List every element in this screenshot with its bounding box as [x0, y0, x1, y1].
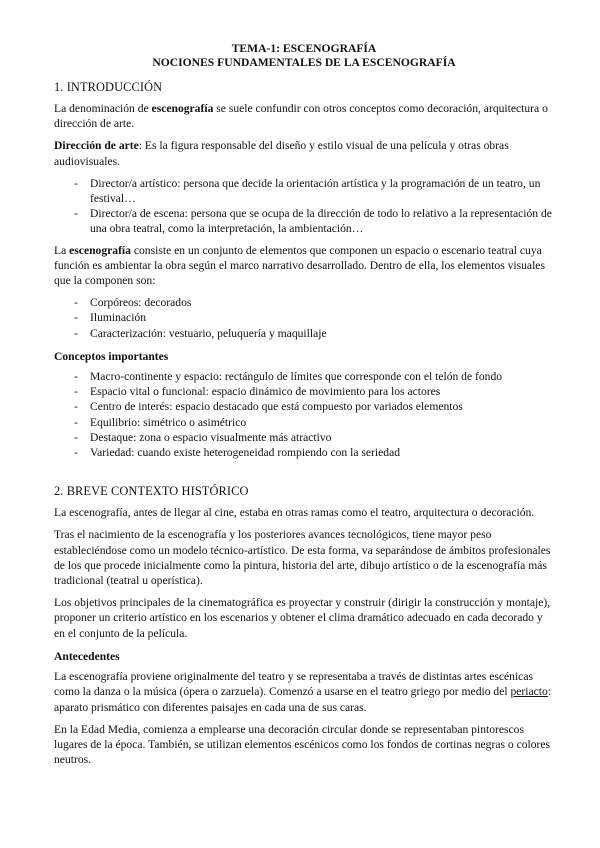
antecedentes-paragraph-2: En la Edad Media, comienza a emplearse una decoración circular donde se representaban pintorescos lugares de la época. También, se utilizan elementos escénicos como los fondos de cortinas negras o colores neutros.: [54, 722, 551, 767]
periacto-term: periacto: [510, 685, 548, 699]
escenografia-paragraph: [54, 243, 554, 289]
intro-term-escenografia: escenografía: [151, 102, 214, 115]
intro-text-post: se suele confundir con otros conceptos como decoración, arquitectura o dirección de arte.: [54, 102, 548, 131]
historia-paragraph-2: Tras el nacimiento de la escenografía y los posteriores avances tecnológicos, tiene mayor peso estableciéndose como un modelo técnico-artístico. De esta forma, va separándose de ámbitos profesionales de los que procede inicialmente como la pintura, historia del arte, dibujo artístico o de la escenografía más tradicional (teatral u operística).: [54, 528, 551, 588]
list-item-concepto: - Macro-continente y espacio: rectángulo de límites que corresponde con el telón de fondo: [54, 369, 554, 384]
direccion-arte-term: Dirección de arte: [54, 139, 139, 153]
list-item-role: - Director/a artístico: persona que decide la orientación artística y la programación de un teatro, un festival…: [54, 176, 554, 206]
list-item-concepto: - Destaque: zona o espacio visualmente más atractivo: [54, 430, 554, 445]
roles-list: [54, 176, 554, 237]
intro-text-pre: La denominación de: [54, 102, 152, 115]
list-item-elemento: - Iluminación: [54, 310, 554, 325]
list-item-concepto: - Variedad: cuando existe heterogeneidad rompiendo con la seriedad: [54, 445, 554, 460]
list-item-concepto: - Centro de interés: espacio destacado que está compuesto por variados elementos: [54, 399, 554, 414]
escenografia-text-post: consiste en un conjunto de elementos que componen un espacio o escenario teatral cuya función es ambientar la obra según el marco narrativo desarrollado. Dentro de ella, los elementos visuales que la componen son:: [54, 243, 545, 288]
section-1-heading: 1. INTRODUCCIÓN: [54, 80, 163, 94]
section-2-heading: 2. BREVE CONTEXTO HISTÓRICO: [54, 484, 249, 499]
intro-paragraph: [54, 101, 554, 131]
document-title: [54, 42, 554, 70]
conceptos-heading: Conceptos importantes: [54, 349, 169, 363]
list-item-role: - Director/a de escena: persona que se ocupa de la dirección de todo lo relativo a la representación de una obra teatral, como la interpretación, la ambientación…: [54, 206, 554, 236]
elementos-list: [54, 295, 554, 341]
title-line-1: TEMA-1: ESCENOGRAFÍA: [231, 42, 377, 55]
title-line-2: NOCIONES FUNDAMENTALES DE LA ESCENOGRAFÍA: [152, 56, 456, 69]
conceptos-list: [54, 369, 554, 460]
list-item-elemento: - Corpóreos: decorados: [54, 295, 554, 310]
antecedentes-text-pre: La escenografía proviene originalmente del teatro y se representaba a través de distintas artes escénicas como la danza o la música (ópera o zarzuela). Comenzó a usarse en el teatro griego por medio del: [54, 670, 533, 699]
historia-paragraph-1: La escenografía, antes de llegar al cine, estaba en otras ramas como el teatro, arquitectura o decoración.: [54, 506, 535, 520]
historia-paragraph-3: Los objetivos principales de la cinematográfica es proyectar y construir (dirigir la construcción y montaje), proponer un criterio artístico en los escenarios y obtener el clima dramático adecuado en cada decorado y en el conjunto de la película.: [54, 596, 551, 640]
direccion-arte-text: : Es la figura responsable del diseño y estilo visual de una película y otras obras audiovisuales.: [54, 139, 509, 168]
antecedentes-text-post: : aparato prismático con diferentes paisajes en cada una de sus caras.: [54, 685, 552, 714]
list-item-concepto: - Espacio vital o funcional: espacio dinámico de movimiento para los actores: [54, 384, 554, 399]
list-item-elemento: - Caracterización: vestuario, peluquería y maquillaje: [54, 326, 554, 341]
list-item-concepto: - Equilibrio: simétrico o asimétrico: [54, 415, 554, 430]
antecedentes-heading: Antecedentes: [54, 649, 120, 663]
direccion-arte-paragraph: [54, 138, 554, 168]
escenografia-text-pre: La: [54, 243, 70, 257]
escenografia-term: escenografía: [69, 243, 131, 257]
antecedentes-paragraph-1: [54, 669, 554, 715]
